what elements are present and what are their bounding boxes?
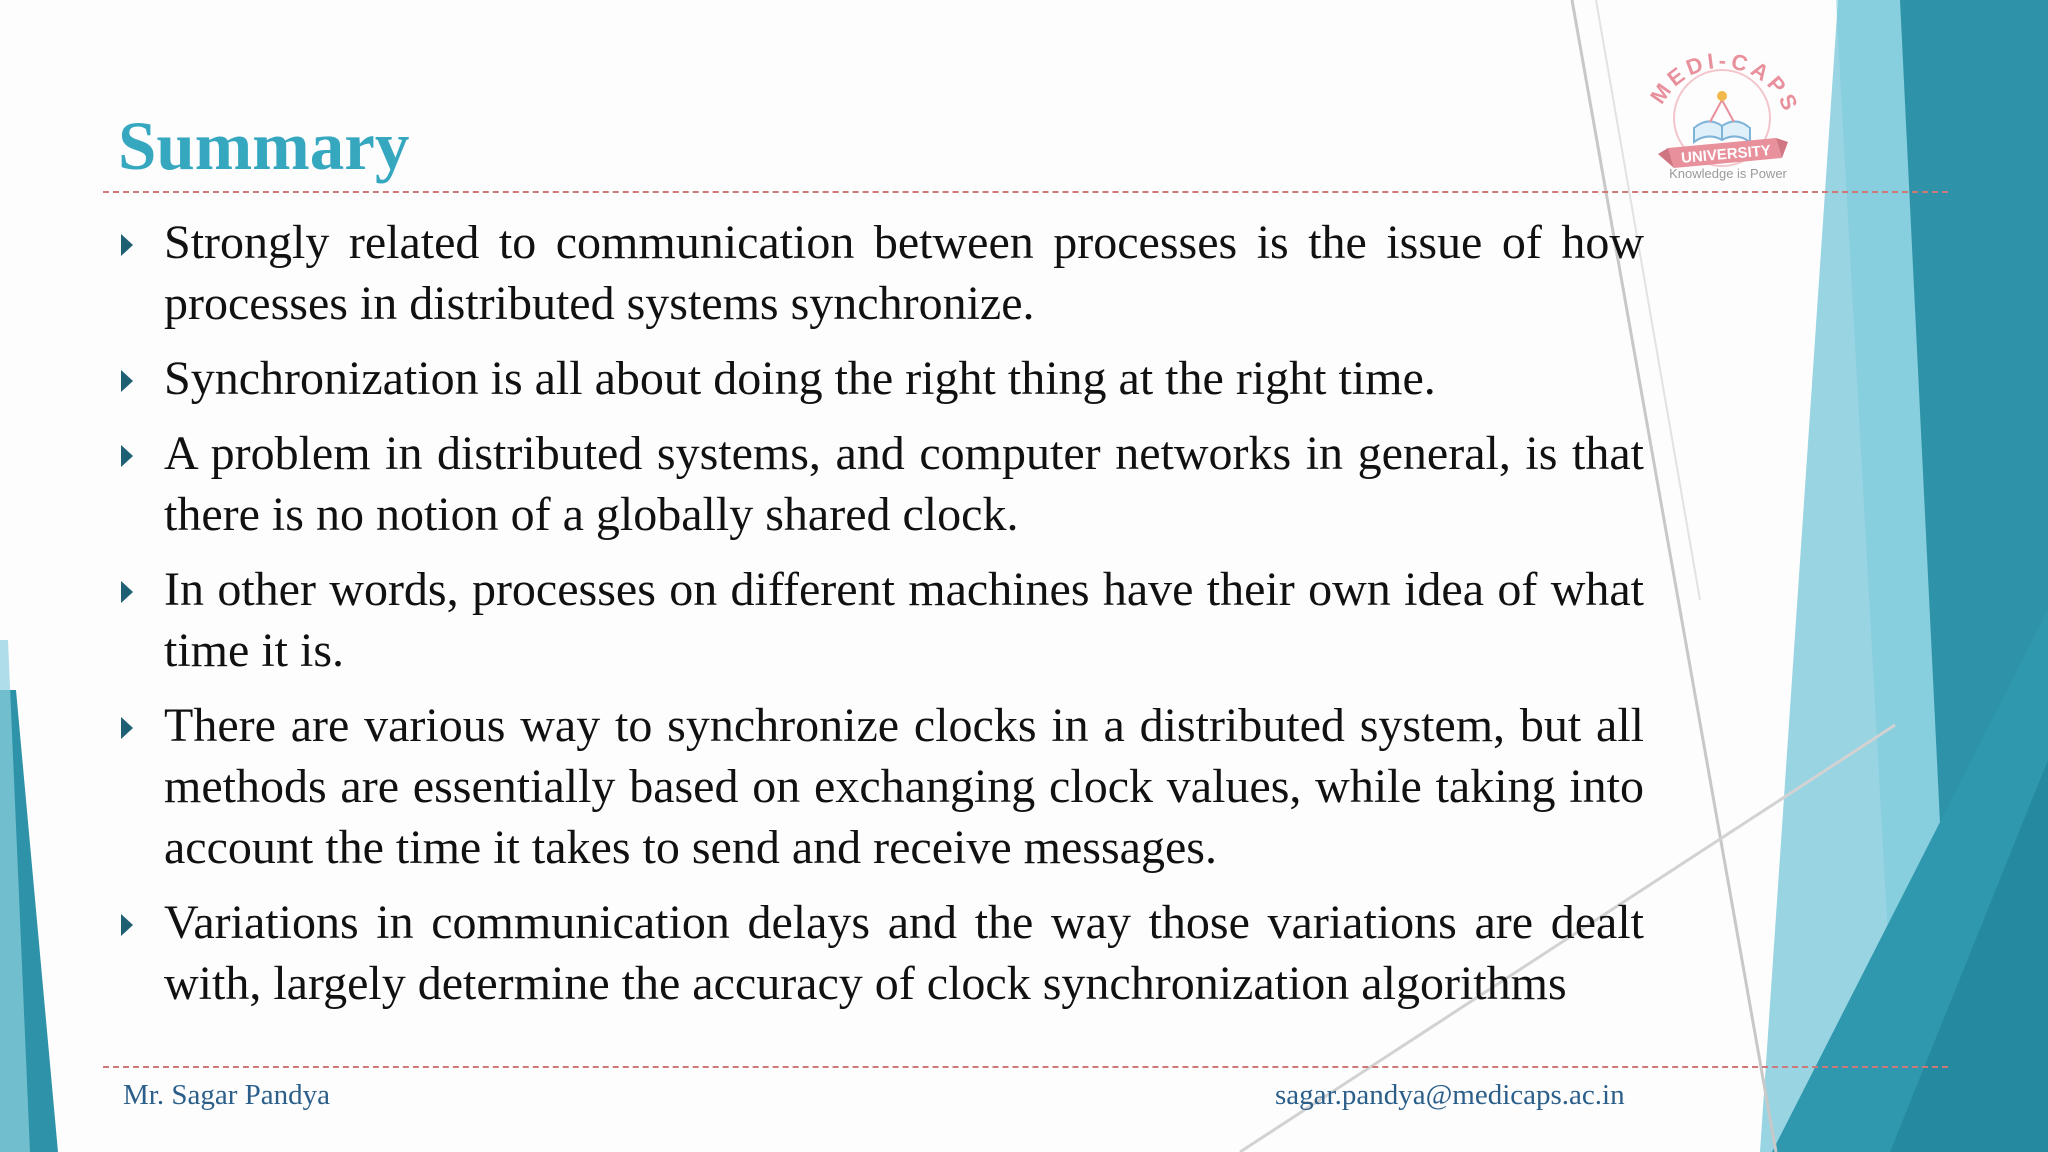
triangle-right-icon (121, 581, 133, 603)
bullet-list (118, 212, 1644, 1028)
triangle-right-icon (121, 717, 133, 739)
bullet-item (118, 423, 1644, 545)
triangle-right-icon (121, 914, 133, 936)
bullet-text: In other words, processes on different machines have their own idea of what time it is. (164, 563, 1644, 677)
triangle-right-icon (121, 234, 133, 256)
bullet-text: A problem in distributed systems, and computer networks in general, is that there is no notion of a globally shared clock. (164, 427, 1644, 541)
footer-email: sagar.pandya@medicaps.ac.in (1275, 1079, 1625, 1111)
triangle-right-icon (121, 445, 133, 467)
bullet-item (118, 212, 1644, 334)
bullet-text: There are various way to synchronize clocks in a distributed system, but all methods are essentially based on exchanging clock values, while taking into account the time it takes to send and receive messages. (164, 699, 1644, 874)
footer-divider (103, 1066, 1948, 1068)
bullet-item (118, 348, 1644, 409)
bullet-item (118, 559, 1644, 681)
book-icon (1694, 91, 1750, 142)
triangle-right-icon (121, 370, 133, 392)
bullet-text: Synchronization is all about doing the right thing at the right time. (164, 352, 1436, 405)
footer-author: Mr. Sagar Pandya (123, 1079, 330, 1111)
bullet-item (118, 695, 1644, 878)
logo-ribbon-text: UNIVERSITY (1680, 142, 1772, 167)
title-divider (103, 191, 1948, 193)
slide-title: Summary (118, 108, 410, 184)
bullet-text: Variations in communication delays and the way those variations are dealt with, largely determine the accuracy of clock synchronization algorithms (164, 896, 1644, 1010)
logo-tagline: Knowledge is Power (1669, 166, 1787, 181)
bullet-text: Strongly related to communication between processes is the issue of how processes in distributed systems synchronize. (164, 216, 1644, 330)
bullet-item (118, 892, 1644, 1014)
logo-arc-text: MEDI-CAPS (1645, 47, 1805, 118)
